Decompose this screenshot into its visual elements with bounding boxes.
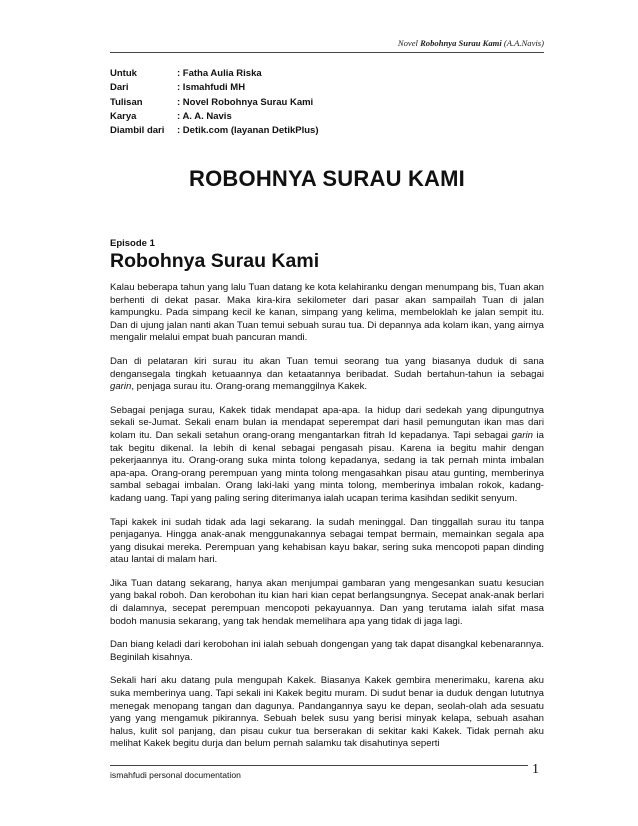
- text-run: Jika Tuan datang sekarang, hanya akan menjumpai gambaran yang mengesankan suatu kesucian yang bakal roboh. Dan kerobohan itu kian hari kian cepat berlangsungnya. Secepat anak-anak berlari di dalamnya, secepat perempuan mencopoti pekayuannya. Dan yang terutama ialah sifat masa bodoh manusia sekarang, yang tak hendak memelihara apa yang tidak di jaga lagi.: [110, 577, 544, 627]
- paragraph: [110, 282, 544, 345]
- header-title: Robohnya Surau Kami: [420, 38, 502, 48]
- paragraph: [110, 578, 544, 628]
- meta-label: Karya: [110, 110, 137, 122]
- meta-label: Untuk: [110, 68, 137, 79]
- document-metadata: [110, 67, 318, 138]
- main-title: ROBOHNYA SURAU KAMI: [189, 166, 465, 191]
- header-prefix: Novel: [397, 38, 421, 48]
- meta-label: Dari: [110, 82, 129, 94]
- paragraph: [110, 517, 544, 567]
- text-run: Sebagai penjaga surau, Kakek tidak mendapat apa-apa. Ia hidup dari sedekah yang dipungutnya sekali se-Jumat. Sekali enam bulan ia mendapat seperempat dari hasil pemungutan ikan mas dari kolam itu. Dan sekali setahun orang-orang mengantarkan fitrah Id kepadanya. Tapi sebagai: [110, 404, 544, 441]
- text-run: Tapi kakek ini sudah tidak ada lagi sekarang. Ia sudah meninggal. Dan tinggallah surau itu tanpa penjaganya. Hingga anak-anak menggunakannya sebagai tempat bermain, memainkan segala apa yang disukai mereka. Perempuan yang kehabisan kayu bakar, sering suka mencopoti papan dinding atau lantai di malam hari.: [110, 516, 544, 566]
- running-header: [110, 38, 544, 48]
- text-run: , penjaga surau itu. Orang-orang memanggilnya Kakek.: [131, 381, 368, 393]
- page-number: 1: [532, 762, 539, 777]
- paragraph: [110, 639, 544, 664]
- meta-row-untuk: [110, 67, 318, 81]
- episode-label: Episode 1: [110, 238, 155, 249]
- footer-rule: [110, 765, 528, 766]
- meta-label: Tulisan: [110, 96, 143, 108]
- paragraph: [110, 356, 544, 394]
- paragraph: [110, 675, 544, 751]
- chapter-title: Robohnya Surau Kami: [110, 250, 320, 272]
- meta-value: : Novel Robohnya Surau Kami: [177, 96, 314, 108]
- footer-text: ismahfudi personal documentation: [110, 770, 241, 780]
- meta-row-diambil-dari: [110, 124, 318, 138]
- header-author: (A.A.Navis): [501, 38, 544, 48]
- meta-row-tulisan: [110, 96, 318, 110]
- meta-value: : Ismahfudi MH: [177, 82, 246, 94]
- text-run: Dan di pelataran kiri surau itu akan Tuan temui seorang tua yang biasanya duduk di sana dengansegala tingkah ketuaannya dan ketaatannya beribadat. Sudah bertahun-tahun ia sebagai: [110, 355, 544, 380]
- meta-value: : Fatha Aulia Riska: [177, 68, 262, 79]
- meta-label: Diambil dari: [110, 125, 165, 137]
- meta-value: : A. A. Navis: [177, 110, 232, 122]
- meta-row-dari: [110, 81, 318, 95]
- meta-row-karya: [110, 110, 318, 124]
- text-run: Dan biang keladi dari kerobohan ini ialah sebuah dongengan yang tak dapat disangkal kebenarannya. Beginilah kisahnya.: [110, 639, 544, 663]
- text-run: Kalau beberapa tahun yang lalu Tuan datang ke kota kelahiranku dengan menumpang bis, Tuan akan berhenti di dekat pasar. Maka kira-kira sekilometer dari pasar akan sampailah Tuan di jalan kampungku. Pada simpang kecil ke kanan, simpang yang kelima, membeloklah ke jalan sempit itu. Dan di ujung jalan nanti akan Tuan temui sebuah surau tua. Di depannya ada kolam ikan, yang airnya mengalir melalui empat buah pancuran mandi.: [110, 282, 544, 344]
- italic-term: garin: [110, 381, 132, 393]
- paragraph: [110, 405, 544, 506]
- italic-term: garin: [511, 429, 533, 441]
- text-run: Sekali hari aku datang pula mengupah Kakek. Biasanya Kakek gembira menerimaku, karena aku suka memberinya uang. Tapi sekali ini Kakek begitu muram. Di sudut benar ia duduk dengan lututnya menegak menopang tangan dan dagunya. Pandangannya sayu ke depan, seolah-olah ada sesuatu yang yang mengamuk pikirannya. Sebuah belek susu yang berisi minyak kelapa, sebuah asahan halus, kulit sol panjang, dan pisau cukur tua berserakan di sekitar kaki Kakek. Tidak pernah aku melihat Kakek begitu durja dan belum pernah salamku tak disahutinya seperti: [110, 675, 544, 750]
- text-run: ia tak begitu dikenal. Ia lebih di kenal sebagai pengasah pisau. Karena ia begitu mahir dengan pekerjaannya itu. Orang-orang suka minta tolong kepadanya, sedang ia tak pernah minta imbalan apa-apa. Orang-orang perempuan yang minta tolong mengasahkan pisau atau gunting, memberinya sambal sebagai imbalan. Orang laki-laki yang minta tolong, memberinya imbalan rokok, kadang-kadang uang. Tapi yang paling sering diterimanya ialah ucapan terima kasihdan sedikit senyum.: [110, 429, 545, 504]
- meta-value: : Detik.com (layanan DetikPlus): [177, 125, 319, 137]
- header-rule: [110, 52, 544, 53]
- body-text: [110, 282, 544, 762]
